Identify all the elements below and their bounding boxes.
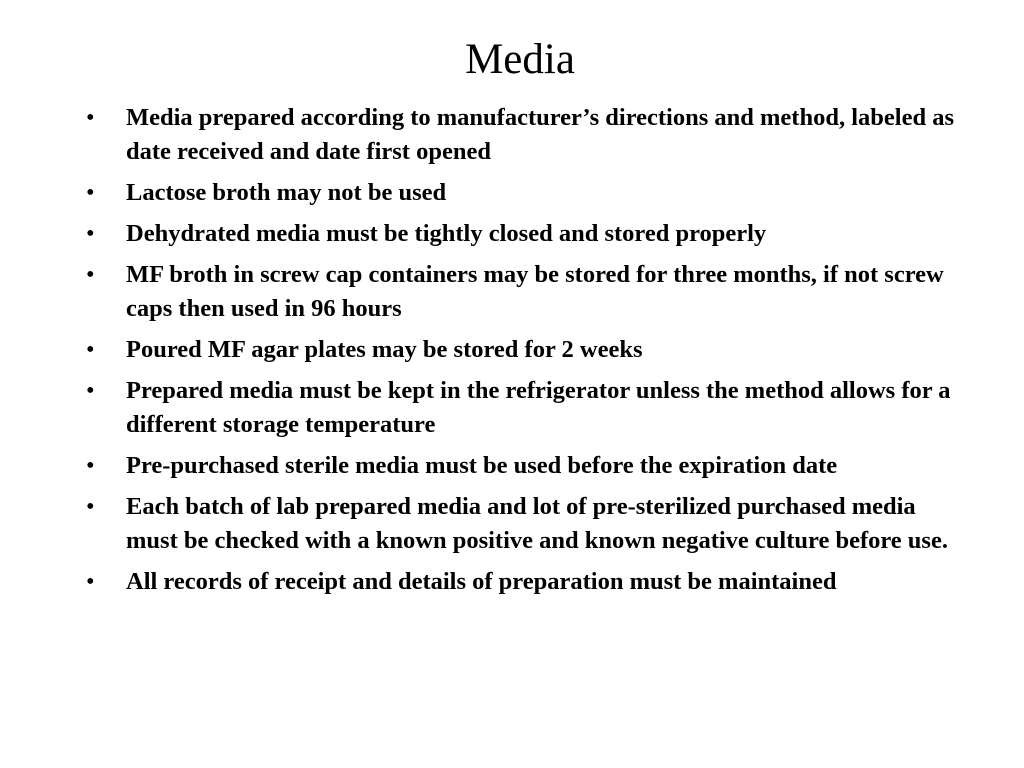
bullet-item-mf-agar-plates (86, 333, 956, 367)
bullet-item-lactose-broth (86, 176, 956, 210)
bullet-item-mf-broth (86, 258, 956, 326)
bullet-item-refrigerator (86, 374, 956, 442)
bullet-icon: • (86, 104, 95, 131)
bullet-text: Pre-purchased sterile media must be used before the expiration date (126, 452, 838, 479)
bullet-icon: • (86, 377, 95, 404)
bullet-item-media-prepared (86, 101, 956, 169)
bullet-item-culture-check (86, 490, 956, 558)
bullet-icon: • (86, 336, 95, 363)
bullet-icon: • (86, 179, 95, 206)
bullet-item-records (86, 565, 956, 599)
bullet-icon: • (86, 568, 95, 595)
bullet-list (86, 101, 956, 606)
bullet-item-expiration-date (86, 449, 956, 483)
bullet-text: All records of receipt and details of preparation must be maintained (126, 568, 837, 595)
bullet-icon: • (86, 452, 95, 479)
bullet-item-dehydrated-media (86, 217, 956, 251)
bullet-icon: • (86, 220, 95, 247)
bullet-icon: • (86, 493, 95, 520)
bullet-text: Each batch of lab prepared media and lot of pre-sterilized purchased media must be checked with a known positive and known negative culture before use. (126, 493, 948, 554)
bullet-text: Dehydrated media must be tightly closed and stored properly (126, 220, 767, 247)
bullet-text: Media prepared according to manufacturer’s directions and method, labeled as date received and date first opened (126, 104, 954, 165)
bullet-text: Prepared media must be kept in the refrigerator unless the method allows for a different storage temperature (126, 377, 951, 438)
bullet-text: MF broth in screw cap containers may be stored for three months, if not screw caps then used in 96 hours (126, 261, 944, 322)
slide-title: Media (465, 36, 575, 83)
bullet-text: Lactose broth may not be used (126, 179, 447, 206)
bullet-text: Poured MF agar plates may be stored for 2 weeks (126, 336, 643, 363)
bullet-icon: • (86, 261, 95, 288)
